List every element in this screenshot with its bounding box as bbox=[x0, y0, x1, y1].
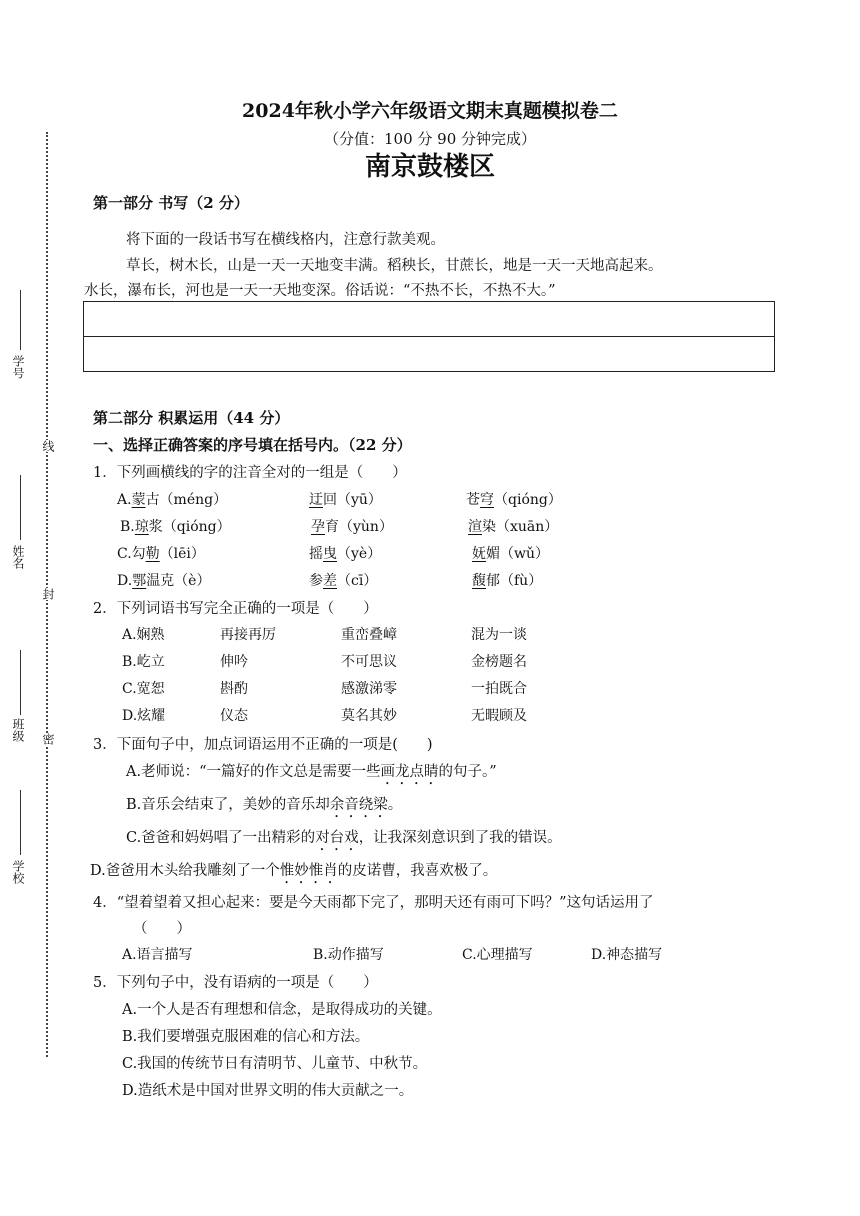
school-blank bbox=[20, 790, 21, 855]
q2-b-1: B.屹立 bbox=[122, 654, 165, 670]
section1-heading: 一、选择正确答案的序号填在括号内。（22 分） bbox=[93, 436, 412, 454]
passage-line-1: 草长，树木长，山是一天一天地变丰满。稻秧长，甘蔗长，地是一天一天地高起来。 bbox=[126, 258, 663, 274]
q3-option-c: C.爸爸和妈妈唱了一出精彩的对台戏，让我深刻意识到了我的错误。 bbox=[126, 830, 562, 846]
q1-option-a-col3: 苍穹（qióng） bbox=[466, 492, 562, 508]
seal-mark-seal: 封 bbox=[41, 588, 55, 600]
q1-stem: 1．下列画横线的字的注音全对的一组是（ ） bbox=[93, 465, 407, 481]
q3-option-a: A.老师说：“一篇好的作文总是需要一些画龙点睛的句子。” bbox=[126, 764, 497, 780]
q2-a-1: A.娴熟 bbox=[122, 627, 165, 643]
part2-heading: 第二部分 积累运用（44 分） bbox=[93, 409, 290, 427]
q4-option-c: C.心理描写 bbox=[462, 947, 533, 963]
q2-c-3: 感激涕零 bbox=[341, 681, 397, 697]
q1-option-a-col1: A.蒙古（méng） bbox=[117, 492, 228, 508]
name-label: 姓名 bbox=[11, 545, 25, 569]
q2-c-4: 一拍既合 bbox=[471, 681, 527, 697]
q4-option-b: B.动作描写 bbox=[313, 947, 384, 963]
student-id-blank bbox=[20, 290, 21, 350]
exam-subtitle: （分值：100 分 90 分钟完成） bbox=[323, 130, 537, 148]
q2-c-1: C.宽恕 bbox=[122, 681, 165, 697]
q5-option-a: A.一个人是否有理想和信念，是取得成功的关键。 bbox=[122, 1002, 442, 1018]
seal-mark-secret: 密 bbox=[41, 733, 55, 745]
exam-region: 南京鼓楼区 bbox=[364, 152, 495, 182]
q2-a-3: 重峦叠嶂 bbox=[341, 627, 397, 643]
exam-title: 2024年秋小学六年级语文期末真题模拟卷二 bbox=[242, 100, 618, 122]
q1-option-b-col1: B.琼浆（qióng） bbox=[120, 519, 231, 535]
q1-option-a-col2: 迂回（yū） bbox=[309, 492, 382, 508]
q3-stem: 3．下面句子中，加点词语运用不正确的一项是( ) bbox=[93, 737, 433, 753]
student-id-label: 学号 bbox=[11, 355, 25, 379]
q4-stem: 4．“望着望着又担心起来：要是今天雨都下完了，那明天还有雨可下吗？”这句话运用了 bbox=[93, 895, 654, 911]
q2-d-3: 莫名其妙 bbox=[341, 708, 397, 724]
q1-option-b-col3: 渲染（xuān） bbox=[468, 519, 559, 535]
q2-a-4: 混为一谈 bbox=[471, 627, 527, 643]
q1-option-d-col3: 馥郁（fù） bbox=[472, 573, 543, 589]
q1-option-c-col1: C.勾勒（lēi） bbox=[117, 546, 205, 562]
q2-b-3: 不可思议 bbox=[341, 654, 397, 670]
q4-option-d: D.神态描写 bbox=[591, 947, 663, 963]
q1-option-c-col3: 妩媚（wǔ） bbox=[472, 546, 549, 562]
class-label: 班级 bbox=[11, 718, 25, 742]
part1-heading: 第一部分 书写（2 分） bbox=[93, 194, 249, 212]
q1-option-c-col2: 摇曳（yè） bbox=[309, 546, 382, 562]
q2-stem: 2．下列词语书写完全正确的一项是（ ） bbox=[93, 601, 378, 617]
part1-instruction: 将下面的一段话书写在横线格内，注意行款美观。 bbox=[126, 232, 445, 248]
class-blank bbox=[20, 650, 21, 715]
q4-option-a: A.语言描写 bbox=[122, 947, 193, 963]
q2-d-4: 无暇顾及 bbox=[471, 708, 527, 724]
q5-option-c: C.我国的传统节日有清明节、儿童节、中秋节。 bbox=[122, 1056, 428, 1072]
q1-option-b-col2: 孕育（yùn） bbox=[311, 519, 393, 535]
q2-d-1: D.炫耀 bbox=[122, 708, 166, 724]
q5-option-d: D.造纸术是中国对世界文明的伟大贡献之一。 bbox=[122, 1083, 414, 1099]
q3-option-d: D.爸爸用木头给我雕刻了一个惟妙惟肖的皮诺曹，我喜欢极了。 bbox=[90, 863, 498, 879]
q2-c-2: 斟酌 bbox=[220, 681, 248, 697]
writing-box-row-2[interactable] bbox=[83, 336, 775, 372]
q2-b-2: 伸吟 bbox=[220, 654, 248, 670]
q2-a-2: 再接再厉 bbox=[220, 627, 276, 643]
q2-b-4: 金榜题名 bbox=[471, 654, 527, 670]
q5-stem: 5．下列句子中，没有语病的一项是（ ） bbox=[93, 975, 378, 991]
school-label: 学校 bbox=[11, 860, 25, 884]
q3-option-b: B.音乐会结束了，美妙的音乐却余音绕梁。 bbox=[126, 797, 403, 813]
q1-option-d-col2: 参差（cī） bbox=[309, 573, 378, 589]
writing-box-row-1[interactable] bbox=[83, 301, 775, 337]
q2-d-2: 仪态 bbox=[220, 708, 248, 724]
passage-line-2: 水长，瀑布长，河也是一天一天地变深。俗话说：“不热不长，不热不大。” bbox=[84, 283, 556, 299]
seal-mark-line: 线 bbox=[41, 440, 55, 452]
q1-option-d-col1: D.鄂温克（è） bbox=[117, 573, 211, 589]
name-blank bbox=[20, 475, 21, 540]
q5-option-b: B.我们要增强克服困难的信心和方法。 bbox=[122, 1029, 370, 1045]
q4-answer-paren: （ ） bbox=[133, 921, 191, 937]
